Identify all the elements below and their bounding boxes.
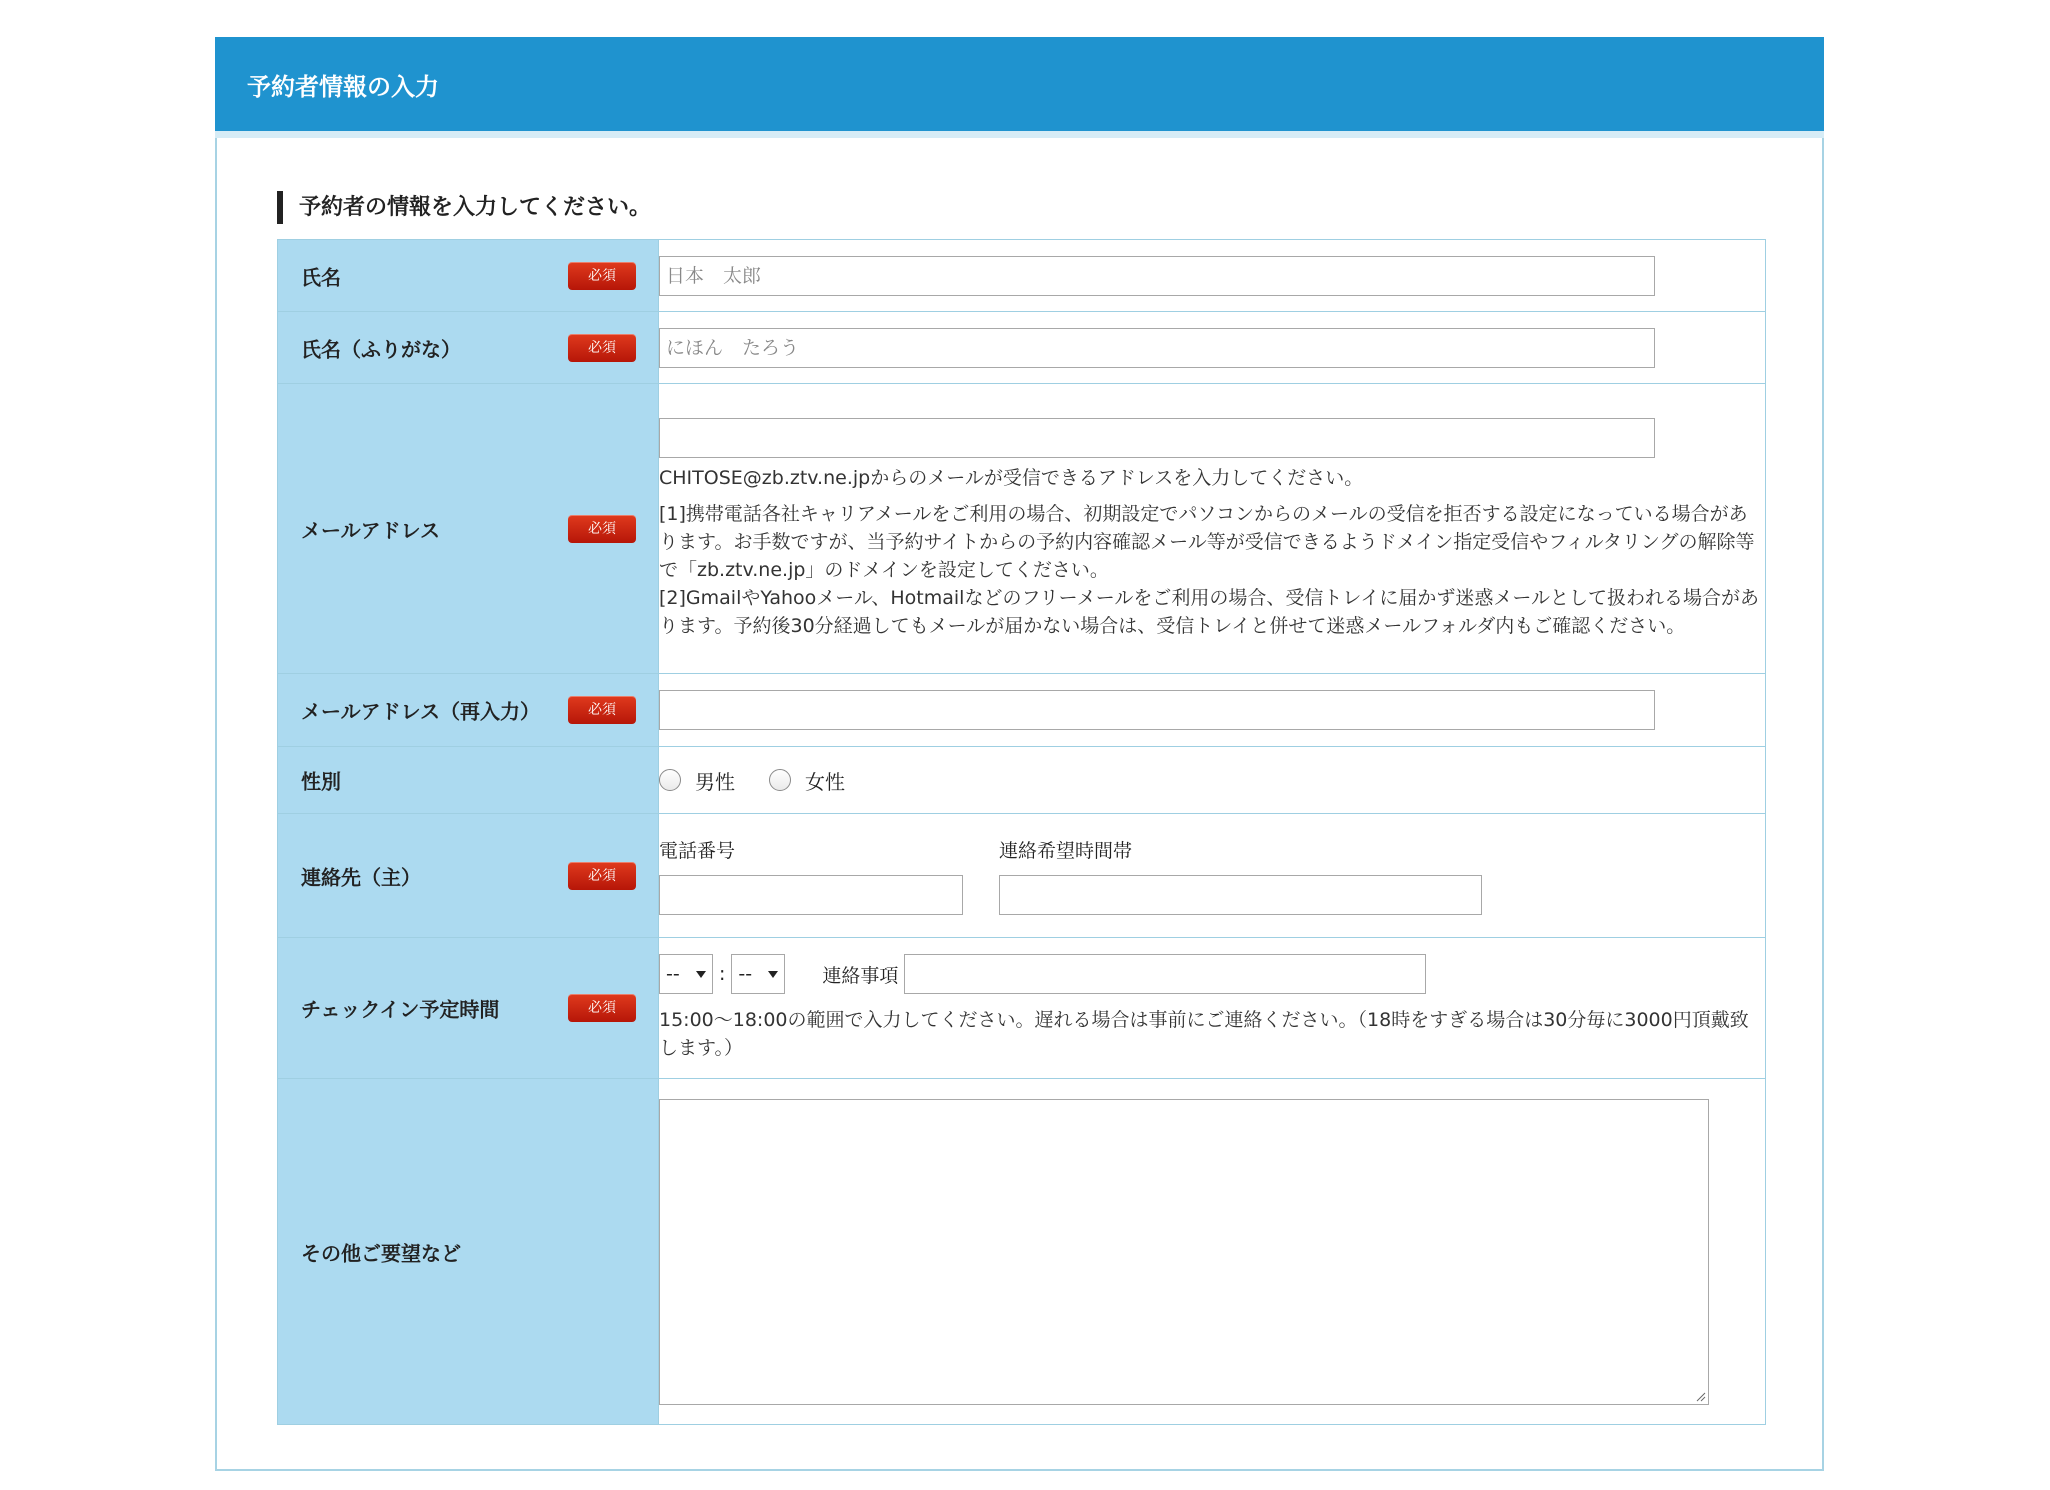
checkin-memo-label: 連絡事項 <box>822 964 899 987</box>
row-email-confirm <box>278 674 1766 747</box>
row-gender <box>278 747 1766 814</box>
name-input[interactable] <box>659 256 1655 296</box>
email-confirm-input[interactable] <box>659 690 1655 730</box>
checkin-memo-input[interactable] <box>904 954 1426 994</box>
label-cell-email-confirm <box>278 674 659 747</box>
radio-female[interactable] <box>769 769 791 791</box>
phone-col <box>659 836 963 915</box>
row-kana <box>278 312 1766 384</box>
field-cell-kana <box>659 312 1766 384</box>
chevron-down-icon <box>696 971 706 978</box>
contact-label: 連絡先（主） <box>301 865 421 889</box>
label-cell-requests <box>278 1079 659 1425</box>
email-input[interactable] <box>659 418 1655 458</box>
row-requests <box>278 1079 1766 1425</box>
label-cell-checkin <box>278 938 659 1079</box>
phone-input[interactable] <box>659 875 963 915</box>
checkin-minute-value: -- <box>738 963 753 985</box>
resize-handle-icon[interactable] <box>1694 1390 1706 1402</box>
reservation-panel <box>215 37 1824 1471</box>
checkin-note: 15:00～18:00の範囲で入力してください。遅れる場合は事前にご連絡ください。（18時をすぎる場合は30分毎に3000円頂戴致します。） <box>659 1009 1749 1059</box>
phone-label: 電話番号 <box>659 840 736 862</box>
row-checkin <box>278 938 1766 1079</box>
panel-header <box>215 37 1824 138</box>
field-cell-contact <box>659 814 1766 938</box>
email-label: メールアドレス <box>301 518 440 542</box>
field-cell-email-confirm <box>659 674 1766 747</box>
gender-radio-group <box>659 747 1765 813</box>
checkin-hour-select[interactable] <box>659 954 713 994</box>
field-cell-requests <box>659 1079 1766 1425</box>
label-cell-name <box>278 240 659 312</box>
field-cell-email <box>659 384 1766 674</box>
gender-option-male[interactable] <box>659 766 735 795</box>
required-badge: 必須 <box>568 515 636 543</box>
row-contact <box>278 814 1766 938</box>
checkin-hour-value: -- <box>666 963 680 985</box>
checkin-label: チェックイン予定時間 <box>301 997 500 1022</box>
row-name <box>278 240 1766 312</box>
page-title: 予約者情報の入力 <box>247 73 439 101</box>
contact-time-input[interactable] <box>999 875 1482 915</box>
section-title: 予約者の情報を入力してください。 <box>277 191 651 224</box>
gender-female-label: 女性 <box>805 769 845 794</box>
label-cell-gender <box>278 747 659 814</box>
field-cell-gender <box>659 747 1766 814</box>
required-badge: 必須 <box>568 696 636 724</box>
label-cell-contact <box>278 814 659 938</box>
label-cell-email <box>278 384 659 674</box>
requests-label: その他ご要望など <box>301 1241 461 1265</box>
gender-male-label: 男性 <box>695 769 735 794</box>
contact-time-label: 連絡希望時間帯 <box>999 840 1133 862</box>
required-badge: 必須 <box>568 862 636 890</box>
required-badge: 必須 <box>568 334 636 362</box>
checkin-minute-select[interactable] <box>731 954 785 994</box>
label-cell-kana <box>278 312 659 384</box>
gender-label: 性別 <box>301 769 341 794</box>
email-confirm-label: メールアドレス（再入力） <box>301 699 540 724</box>
reservation-form <box>277 239 1766 1425</box>
name-label: 氏名 <box>301 265 341 289</box>
radio-male[interactable] <box>659 769 681 791</box>
required-badge: 必須 <box>568 994 636 1022</box>
contact-fields <box>659 836 1765 915</box>
time-separator: : <box>719 963 726 985</box>
kana-label: 氏名（ふりがな） <box>301 337 461 361</box>
required-badge: 必須 <box>568 262 636 290</box>
kana-input[interactable] <box>659 328 1655 368</box>
field-cell-checkin <box>659 938 1766 1079</box>
field-cell-name <box>659 240 1766 312</box>
gender-option-female[interactable] <box>769 766 845 795</box>
email-note-carrier: [1]携帯電話各社キャリアメールをご利用の場合、初期設定でパソコンからのメールの受信を拒否する設定になっている場合があります。お手数ですが、当予約サイトからの予約内容確認メール等が受信できるようドメイン指定受信やフィルタリングの解除等で「zb.ztv.ne.jp」のドメインを設定してください。 <box>659 502 1755 581</box>
email-note-freemail: [2]GmailやYahooメール、Hotmailなどのフリーメールをご利用の場合、受信トレイに届かず迷惑メールとして扱われる場合があります。予約後30分経過してもメールが届かない場合は、受信トレイと併せて迷惑メールフォルダ内もご確認ください。 <box>659 586 1760 637</box>
email-note-domain: CHITOSE@zb.ztv.ne.jpからのメールが受信できるアドレスを入力してください。 <box>659 466 1364 489</box>
requests-textarea[interactable] <box>659 1099 1709 1405</box>
time-col <box>999 836 1482 915</box>
checkin-controls <box>659 954 1765 994</box>
row-email <box>278 384 1766 674</box>
chevron-down-icon <box>768 971 778 978</box>
